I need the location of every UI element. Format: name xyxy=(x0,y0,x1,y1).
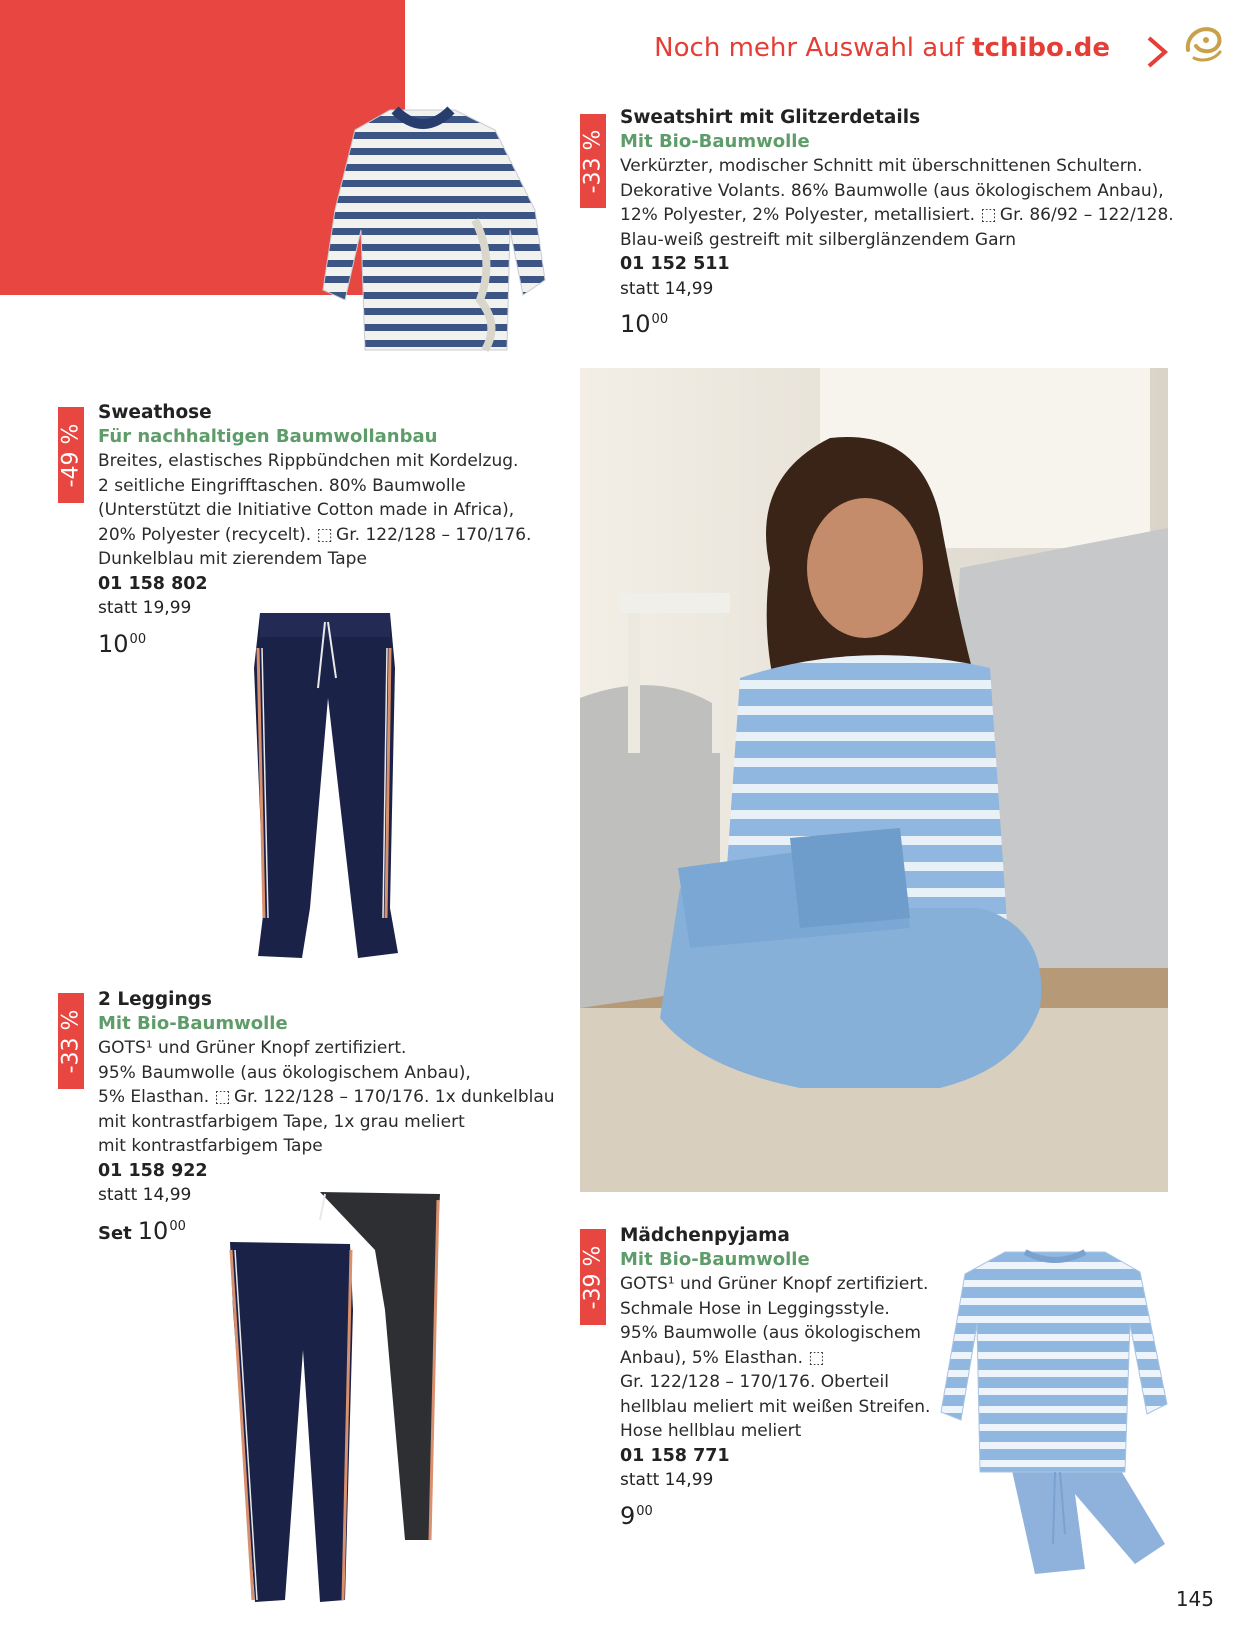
discount-badge: -33 % xyxy=(580,114,606,208)
article-number: 01 158 802 xyxy=(98,573,208,594)
discount-badge: -39 % xyxy=(580,1229,606,1325)
sweatpants-product-image xyxy=(250,608,400,963)
price: $9^{00}$ xyxy=(620,1501,653,1530)
product-title: 2 Leggings xyxy=(98,989,212,1010)
product-subtitle: Mit Bio-Baumwolle xyxy=(620,1249,810,1270)
article-number: 01 158 922 xyxy=(98,1160,208,1181)
pyjama-product-image xyxy=(935,1244,1180,1579)
price: $10^{00}$ xyxy=(98,629,147,658)
product-title: Sweathose xyxy=(98,402,212,423)
article-number: 01 152 511 xyxy=(620,254,730,274)
discount-badge: -33 % xyxy=(58,993,84,1089)
product-description: Breites, elastisches Rippbündchen mit Kordelzug. 2 seitliche Eingrifftaschen. 80% Baumwolle (Unterstützt die Initiative Cotton made in Africa), 20% Polyester (recycelt). ⬚ Gr. 122/128 – 170/176. Dunkelblau mit zierendem Tape xyxy=(98,451,532,569)
old-price: statt 14,99 xyxy=(98,1185,192,1205)
price: Set $10^{00}$ xyxy=(98,1216,186,1245)
sweatshirt-product-image xyxy=(295,100,550,356)
product-title: Mädchenpyjama xyxy=(620,1225,790,1246)
product-description: GOTS¹ und Grüner Knopf zertifiziert. 95% Baumwolle (aus ökologischem Anbau), 5% Elasthan. ⬚ Gr. 122/128 – 170/176. 1x dunkelblau mit kontrastfarbigem Tape, 1x grau meliert mit kontrastfarbigem Tape xyxy=(98,1038,555,1156)
price: $10^{00}$ xyxy=(620,310,669,338)
tchibo-logo-icon xyxy=(1182,22,1226,66)
lifestyle-photo-girl-reading xyxy=(580,368,1168,1192)
old-price: statt 14,99 xyxy=(620,278,714,299)
product-pyjama xyxy=(620,1224,930,1531)
page-number: 145 xyxy=(1175,1587,1214,1611)
photo-illustration xyxy=(580,368,1168,1192)
product-subtitle: Mit Bio-Baumwolle xyxy=(98,1013,288,1034)
product-title: Sweatshirt mit Glitzerdetails xyxy=(620,107,921,128)
product-subtitle: Für nachhaltigen Baumwollanbau xyxy=(98,426,438,447)
header-domain: tchibo.de xyxy=(972,33,1110,63)
article-number: 01 158 771 xyxy=(620,1445,730,1466)
product-subtitle: Mit Bio-Baumwolle xyxy=(620,131,810,152)
header-prefix: Noch mehr Auswahl auf xyxy=(654,33,964,63)
tchibo-link[interactable] xyxy=(654,33,1110,63)
old-price: statt 19,99 xyxy=(98,598,192,618)
leggings-product-image xyxy=(225,1190,445,1605)
chevron-right-icon[interactable] xyxy=(1143,34,1173,70)
product-sweatshirt xyxy=(620,106,1174,339)
product-description: Verkürzter, modischer Schnitt mit überschnittenen Schultern. Dekorative Volants. 86% Baumwolle (aus ökologischem Anbau), 12% Polyester, 2% Polyester, metallisiert. ⬚ Gr. 86/92 – 122/128. Blau-weiß gestreift mit silberglänzendem Garn xyxy=(620,156,1174,250)
discount-badge: -49 % xyxy=(58,407,84,503)
product-description: GOTS¹ und Grüner Knopf zertifiziert. Schmale Hose in Leggingsstyle. 95% Baumwolle (aus ökologischem Anbau), 5% Elasthan. ⬚ Gr. 122/128 – 170/176. Oberteil hellblau meliert mit weißen Streifen. Hose hellblau meliert xyxy=(620,1274,931,1441)
old-price: statt 14,99 xyxy=(620,1470,714,1490)
